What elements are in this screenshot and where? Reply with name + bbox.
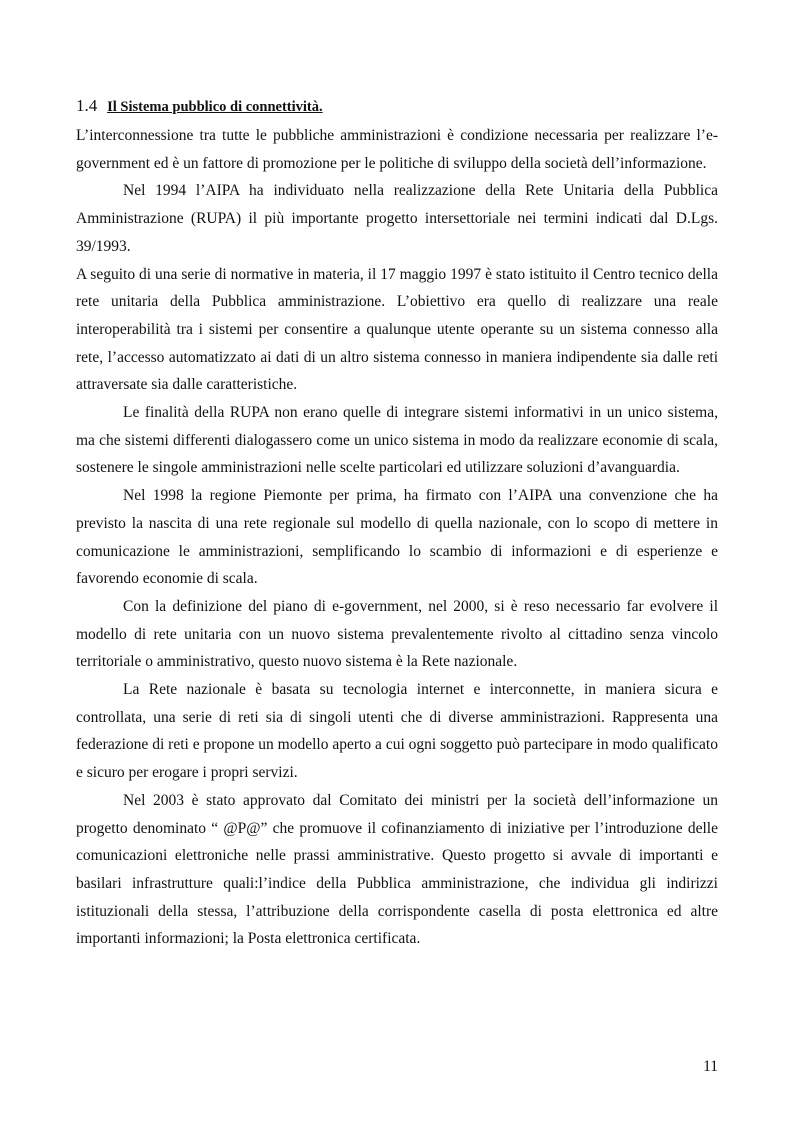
section-heading — [76, 96, 323, 117]
paragraph: A seguito di una serie di normative in materia, il 17 maggio 1997 è stato istituito il Centro tecnico della rete unitaria della Pubblica amministrazione. L’obiettivo era quello di realizzare una reale interoperabilità tra i sistemi per consentire a qualunque utente operante su un sistema connesso alla rete, l’accesso automatizzato ai dati di un altro sistema connesso in maniera indipendente sia dalle reti attraversate sia dalle caratteristiche. — [76, 265, 718, 394]
paragraph: La Rete nazionale è basata su tecnologia internet e interconnette, in maniera sicura e controllata, una serie di reti sia di singoli utenti che di diverse amministrazioni. Rappresenta una federazione di reti e propone un modello aperto a cui ogni soggetto può partecipare in modo qualificato e sicuro per erogare i propri servizi. — [76, 681, 718, 782]
paragraph: L’interconnessione tra tutte le pubbliche amministrazioni è condizione necessaria per realizzare l’e-government ed è un fattore di promozione per le politiche di sviluppo della società dell’informazione. — [76, 127, 718, 172]
section-number: 1.4 — [76, 96, 98, 115]
paragraph: Nel 1994 l’AIPA ha individuato nella realizzazione della Rete Unitaria della Pubblica Amministrazione (RUPA) il più importante progetto intersettoriale nei termini indicati dal D.Lgs. 39/1993. — [76, 182, 718, 255]
page-number: 11 — [703, 1058, 718, 1075]
paragraph: Con la definizione del piano di e-government, nel 2000, si è reso necessario far evolvere il modello di rete unitaria con un nuovo sistema prevalentemente rivolto al cittadino senza vincolo territoriale o amministrativo, questo nuovo sistema è la Rete nazionale. — [76, 597, 718, 671]
paragraph: Le finalità della RUPA non erano quelle di integrare sistemi informativi in un unico sistema, ma che sistemi differenti dialogassero come un unico sistema in modo da realizzare economie di scala, sostenere le singole amministrazioni nelle scelte particolari ed utilizzare soluzioni d’avanguardia. — [76, 404, 718, 477]
body-text — [76, 122, 718, 953]
section-title: Il Sistema pubblico di connettività. — [107, 99, 323, 115]
paragraph: Nel 1998 la regione Piemonte per prima, ha firmato con l’AIPA una convenzione che ha previsto la nascita di una rete regionale sul modello di quella nazionale, con lo scopo di mettere in comunicazione le amministrazioni, semplificando lo scambio di informazioni e di esperienze e favorendo economie di scala. — [76, 487, 718, 588]
paragraph: Nel 2003 è stato approvato dal Comitato dei ministri per la società dell’informazione un progetto denominato “ @P@” che promuove il cofinanziamento di iniziative per l’introduzione delle comunicazioni elettroniche nelle prassi amministrative. Questo progetto si avvale di importanti e basilari infrastrutture quali:l’indice della Pubblica amministrazione, che individua gli indirizzi istituzionali della stessa, l’attribuzione della corrispondente casella di posta elettronica ed altre importanti informazioni; la Posta elettronica certificata. — [76, 791, 718, 948]
